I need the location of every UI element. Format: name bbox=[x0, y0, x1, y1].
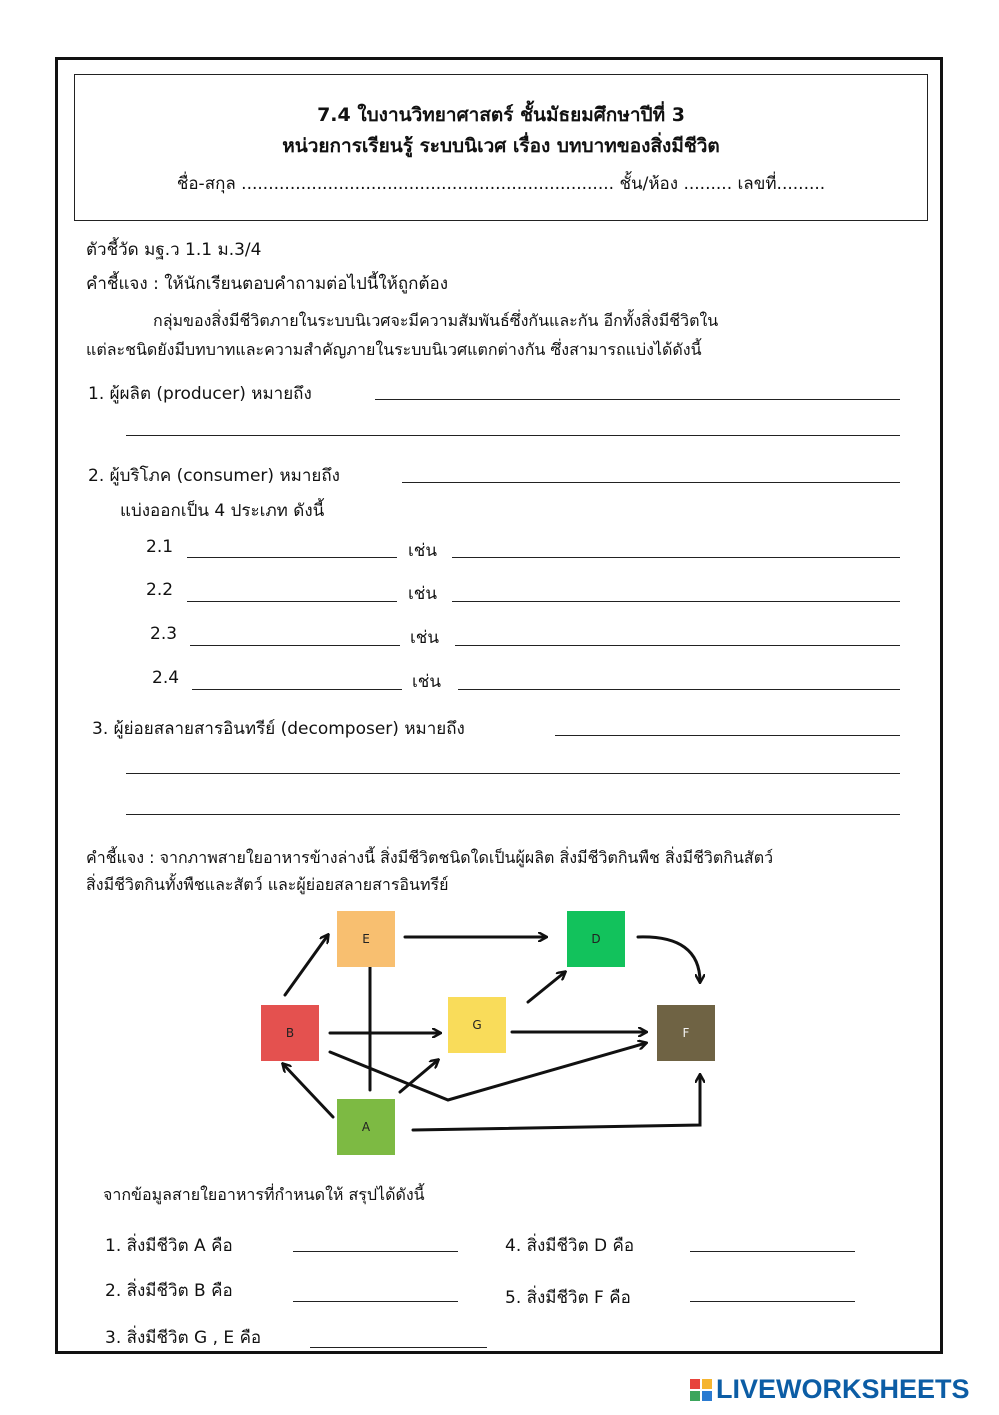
node-e bbox=[337, 911, 395, 967]
answer-line-g-e[interactable] bbox=[310, 1347, 487, 1348]
worksheet-title: 7.4 ใบงานวิทยาศาสตร์ ชั้นมัธยมศึกษาปีที่ 3 bbox=[317, 104, 685, 126]
intro-line-2: แต่ละชนิดยังมีบทบาทและความสำคัญภายในระบบนิเวศแตกต่างกัน ซึ่งสามารถแบ่งได้ดังนี้ bbox=[86, 340, 702, 359]
indicator-text: ตัวชี้วัด มฐ.ว 1.1 ม.3/4 bbox=[86, 240, 262, 260]
node-g-label: G bbox=[472, 1018, 482, 1032]
answer-line-b[interactable] bbox=[293, 1301, 458, 1302]
question-2: 2. ผู้บริโภค (consumer) หมายถึง bbox=[88, 466, 340, 486]
q2-item-num: 2.3 bbox=[150, 624, 178, 644]
node-b bbox=[261, 1005, 319, 1061]
instruction-2-line-1: คำชี้แจง : จากภาพสายใยอาหารข้างล่างนี้ สิ่งมีชีวิตชนิดใดเป็นผู้ผลิต สิ่งมีชีวิตกินพืช สิ่งมีชีวิตกินสัตว์ bbox=[86, 848, 774, 867]
logo-grid-icon bbox=[690, 1379, 712, 1401]
node-f bbox=[657, 1005, 715, 1061]
instruction-1: คำชี้แจง : ให้นักเรียนตอบคำถามต่อไปนี้ให้ถูกต้อง bbox=[86, 274, 449, 294]
answer-a: 1. สิ่งมีชีวิต A คือ bbox=[105, 1236, 233, 1256]
answer-f: 5. สิ่งมีชีวิต F คือ bbox=[505, 1288, 631, 1308]
logo-text: LIVEWORKSHEETS bbox=[716, 1374, 970, 1404]
q2-item-num: 2.1 bbox=[146, 537, 174, 557]
arrow-a-to-f bbox=[413, 1075, 700, 1130]
node-a bbox=[337, 1099, 395, 1155]
arrow-b-to-e bbox=[285, 935, 328, 995]
arrow-d-to-f bbox=[638, 937, 700, 982]
q2-item-num: 2.4 bbox=[152, 668, 180, 688]
node-e-label: E bbox=[362, 932, 370, 946]
student-name-line: ชื่อ-สกุล ..................................................................... ชั้น/ห้อง ......... เลขที่......... bbox=[176, 174, 826, 194]
answer-g-e: 3. สิ่งมีชีวิต G , E คือ bbox=[105, 1328, 262, 1348]
q2-item-eg: เช่น bbox=[412, 672, 441, 692]
node-a-label: A bbox=[361, 1120, 371, 1134]
logo-square-1 bbox=[690, 1379, 700, 1389]
question-2-sub: แบ่งออกเป็น 4 ประเภท ดังนี้ bbox=[120, 501, 325, 521]
node-g bbox=[448, 997, 506, 1053]
q2-item-eg: เช่น bbox=[410, 628, 439, 648]
answer-line-a[interactable] bbox=[293, 1251, 458, 1252]
node-d-label: D bbox=[591, 932, 601, 946]
node-d bbox=[567, 911, 625, 967]
q2-item-eg: เช่น bbox=[408, 541, 437, 561]
question-3: 3. ผู้ย่อยสลายสารอินทรีย์ (decomposer) หมายถึง bbox=[92, 719, 465, 739]
question-1: 1. ผู้ผลิต (producer) หมายถึง bbox=[88, 384, 312, 404]
conclusion-text: จากข้อมูลสายใยอาหารที่กำหนดให้ สรุปได้ดังนี้ bbox=[103, 1185, 425, 1204]
answer-b: 2. สิ่งมีชีวิต B คือ bbox=[105, 1281, 233, 1301]
answer-line-d[interactable] bbox=[690, 1251, 855, 1252]
logo-square-3 bbox=[690, 1391, 700, 1401]
worksheet-subtitle: หน่วยการเรียนรู้ ระบบนิเวศ เรื่อง บทบาทของสิ่งมีชีวิต bbox=[282, 135, 720, 157]
node-f-label: F bbox=[682, 1026, 690, 1040]
answer-line-f[interactable] bbox=[690, 1301, 855, 1302]
answer-d: 4. สิ่งมีชีวิต D คือ bbox=[505, 1236, 635, 1256]
q2-item-eg: เช่น bbox=[408, 584, 437, 604]
arrow-a-to-b bbox=[283, 1064, 333, 1117]
node-b-label: B bbox=[285, 1026, 295, 1040]
logo-square-2 bbox=[702, 1379, 712, 1389]
instruction-2-line-2: สิ่งมีชีวิตกินทั้งพืชและสัตว์ และผู้ย่อยสลายสารอินทรีย์ bbox=[86, 875, 449, 894]
q2-item-num: 2.2 bbox=[146, 580, 174, 600]
logo-square-4 bbox=[702, 1391, 712, 1401]
liveworksheets-logo bbox=[690, 1374, 970, 1405]
intro-line-1: กลุ่มของสิ่งมีชีวิตภายในระบบนิเวศจะมีความสัมพันธ์ซึ่งกันและกัน อีกทั้งสิ่งมีชีวิตใน bbox=[153, 311, 719, 330]
arrow-g-to-d bbox=[528, 972, 565, 1002]
